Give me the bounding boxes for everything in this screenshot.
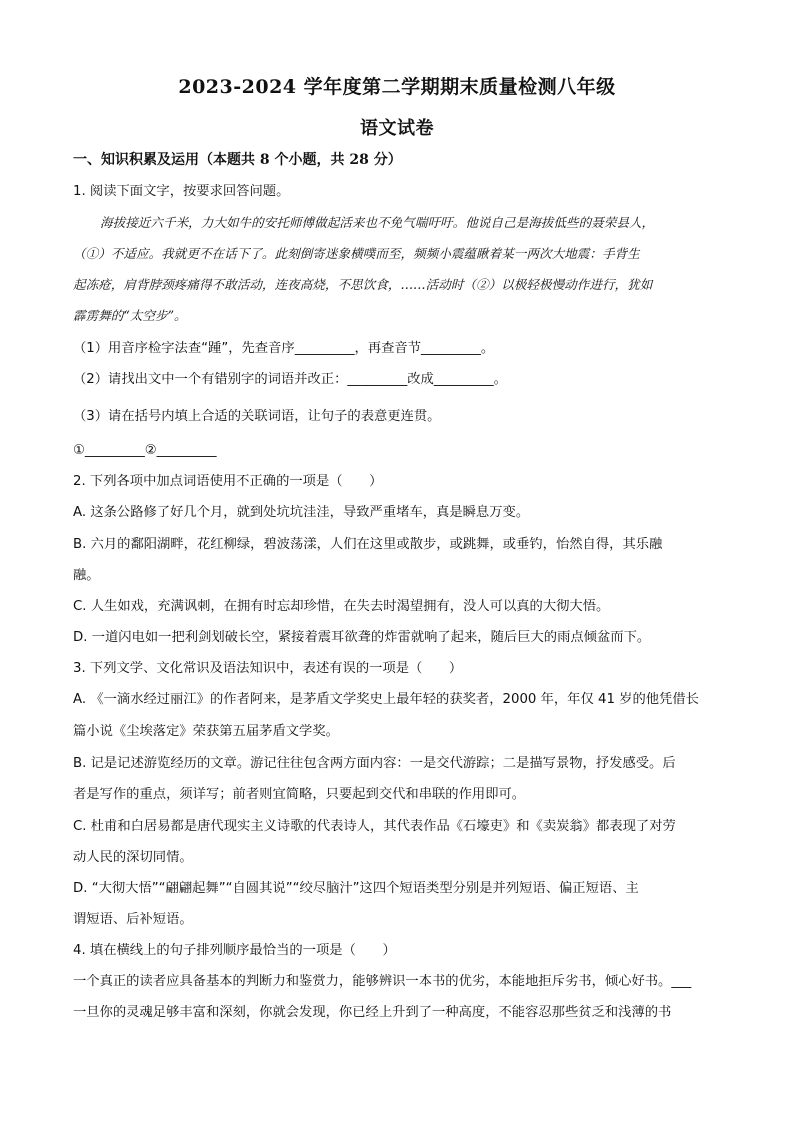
passage-line: 起冻疮，肩背脖颈疼痛得不敢活动，连夜高烧，不思饮食，……活动时（②）以极轻极慢动作进行，犹如: [73, 277, 653, 292]
option-b: B. 记是记述游览经历的文章。游记往往包含两方面内容：一是交代游踪；二是描写景物，抒发感受。后: [73, 756, 676, 771]
section-heading: 一、知识积累及运用（本题共 8 个小题，共 28 分）: [73, 152, 402, 168]
passage-line: 霹雳舞的“太空步”。: [73, 308, 187, 323]
question-1-stem: 1. 阅读下面文字，按要求回答问题。: [73, 184, 290, 199]
option-b-continued: 融。: [73, 568, 100, 583]
exam-subtitle: 语文试卷: [360, 118, 434, 139]
option-d: D. 一道闪电如一把利剑划破长空，紧接着震耳欲聋的炸雷就响了起来，随后巨大的雨点倾盆而下。: [73, 630, 651, 645]
option-a: A. 《一滴水经过丽江》的作者阿来，是茅盾文学奖史上最年轻的获奖者，2000 年，年仅 41 岁的他凭借长: [73, 692, 699, 707]
question-3-stem: 3. 下列文学、文化常识及语法知识中，表述有误的一项是（ ）: [73, 661, 463, 676]
option-d: D. “大彻大悟”“翩翩起舞”“自圆其说”“绞尽脑汁”这四个短语类型分别是并列短语、偏正短语、主: [73, 881, 639, 896]
question-4-stem: 4. 填在横线上的句子排列顺序最恰当的一项是（ ）: [73, 943, 396, 958]
option-b: B. 六月的鄱阳湖畔，花红柳绿，碧波荡漾，人们在这里或散步，或跳舞，或垂钓，怡然自得，其乐融: [73, 537, 663, 552]
option-a: A. 这条公路修了好几个月，就到处坑坑洼洼，导致严重堵车，真是瞬息万变。: [73, 505, 530, 520]
option-c: C. 杜甫和白居易都是唐代现实主义诗歌的代表诗人，其代表作品《石壕吏》和《卖炭翁》都表现了对劳: [73, 819, 676, 834]
subquestion-1: （1）用音序检字法查“踵”，先查音序_________，再查音节_________。: [73, 341, 495, 356]
exam-title: 2023-2024 学年度第二学期期末质量检测八年级: [178, 76, 616, 98]
question-2-stem: 2. 下列各项中加点词语使用不正确的一项是（ ）: [73, 474, 383, 489]
subquestion-2: （2）请找出文中一个有错别字的词语并改正：_________改成_________。: [73, 372, 507, 387]
option-d-continued: 谓短语、后补短语。: [73, 912, 193, 927]
option-b-continued: 者是写作的重点，须详写；前者则宜简略，只要起到交代和串联的作用即可。: [73, 787, 526, 802]
option-c-continued: 动人民的深切同情。: [73, 850, 193, 865]
question-4-passage: 一旦你的灵魂足够丰富和深刻，你就会发现，你已经上升到了一种高度，不能容忍那些贫乏和浅薄的书: [73, 1005, 672, 1020]
question-4-passage: 一个真正的读者应具备基本的判断力和鉴赏力，能够辨识一本书的优劣，本能地拒斥劣书，倾心好书。___: [73, 974, 692, 989]
passage-line: （①）不适应。我就更不在话下了。此刻倒寄迷象横噗而至，频频小震蕴瞅着某一两次大地震：手背生: [73, 246, 640, 261]
subquestion-3: （3）请在括号内填上合适的关联词语，让句子的表意更连贯。: [73, 409, 441, 424]
answer-blanks: ①_________②_________: [73, 443, 217, 458]
passage-line: 海拔接近六千米，力大如牛的安托师傅做起活来也不免气喘吁吁。他说自己是海拔低些的聂荣县人，: [100, 215, 655, 230]
option-c: C. 人生如戏，充满讽刺，在拥有时忘却珍惜，在失去时渴望拥有，没人可以真的大彻大悟。: [73, 599, 610, 614]
option-a-continued: 篇小说《尘埃落定》荣获第五届茅盾文学奖。: [73, 724, 339, 739]
